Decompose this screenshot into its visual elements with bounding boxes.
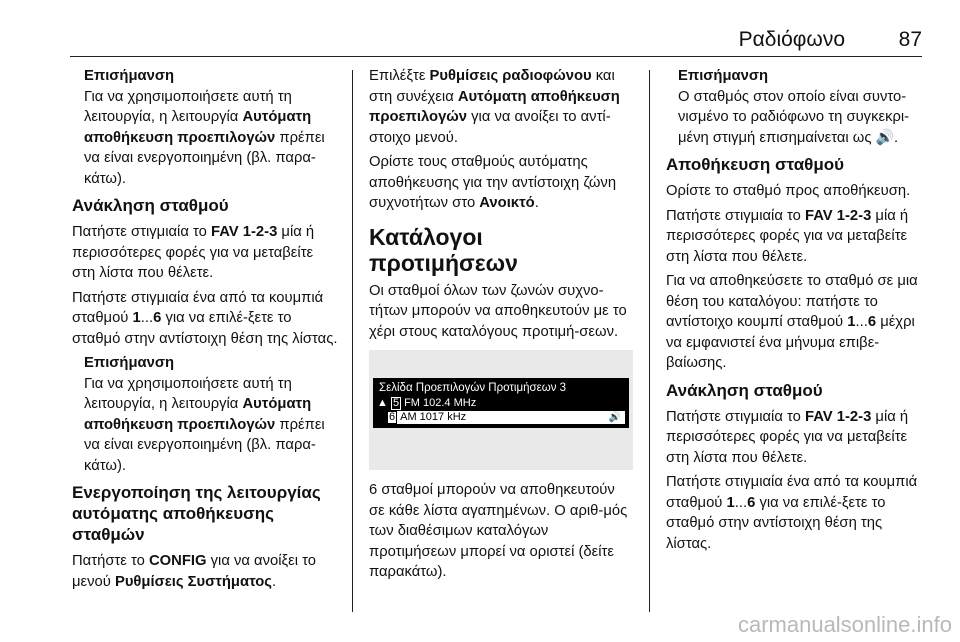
text: ... [855,314,868,330]
text: . [272,573,277,590]
section-title: Ραδιόφωνο [738,28,845,51]
text: Πατήστε το [72,553,149,569]
text: για να επιλέ‐ξετε το σταθμό στην αντίστοιχη θέση της λίστας. [72,310,338,347]
button-term: 1 [847,314,856,330]
heading-recall-station: Ανάκληση σταθμού [72,196,229,215]
button-term: CONFIG [148,553,207,569]
note-title: Επισήμανση [84,355,175,371]
paragraph [666,271,928,374]
menu-term: Ρυθμίσεις ραδιοφώνου [429,68,592,84]
button-term: FAV 1-2-3 [210,224,278,240]
preset-number: 5 [392,397,400,409]
paragraph: Ορίστε το σταθμό προς αποθήκευση. [666,183,911,199]
speaker-icon: 🔊 [875,129,895,146]
header-divider [70,56,922,57]
column-divider [649,70,650,612]
column-2 [369,66,633,587]
button-term: FAV 1-2-3 [804,207,872,224]
paragraph [72,288,340,350]
page-number: 87 [898,28,922,51]
scroll-up-icon: ▲ [377,397,388,409]
preset-station: AM 1017 kHz [400,411,467,423]
heading-favorites: Κατάλογοι προτιμήσεων [369,223,518,276]
text: Πατήστε στιγμιαία το [72,224,211,240]
speaker-icon: 🔊 [608,412,621,423]
text: Πατήστε στιγμιαία ένα από τα κουμπιά σταθμού [72,289,324,326]
heading-store-station: Αποθήκευση σταθμού [666,155,845,174]
preset-number: 6 [389,411,396,423]
note-text [84,87,340,190]
button-term: 6 [867,314,877,330]
text: Για να χρησιμοποιήσετε αυτή τη λειτουργία, η λειτουργία [84,375,292,412]
text: μία ή περισσότερες φορές για να μεταβείτε στη λίστα που θέλετε. [72,224,315,281]
paragraph [72,551,340,592]
paragraph [369,152,633,214]
text: Πατήστε στιγμιαία ένα από τα κουμπιά σταθμού [666,474,918,511]
paragraph [666,472,928,554]
menu-term: Αυτόματη αποθήκευση προεπιλογών [84,396,312,433]
radio-display [373,378,629,428]
text: Ορίστε τους σταθμούς αυτόματης αποθήκευσης για την αντίστοιχη ζώνη συχνοτήτων στο [369,154,617,211]
paragraph: 6 σταθμοί μπορούν να αποθηκευτούν σε κάθε λίστα αγαπημένων. Ο αριθ‐μός των διαθέσιμων καταλόγων προτιμήσεων μπορεί να οριστεί (δείτε παρακάτω). [369,482,628,580]
paragraph: Οι σταθμοί όλων των ζωνών συχνο‐τήτων μπορούν να αποθηκευτούν με το χέρι στους καταλόγους προτιμή‐σεων. [369,282,627,340]
menu-term: Αυτόματη αποθήκευση προεπιλογών [84,109,312,146]
text: Ο σταθμός στον οποίο είναι συντο‐νισμένο το ραδιόφωνο τη συγκεκρι‐μένη στιγμή επισημαίνεται ως [678,88,910,146]
menu-term: Ρυθμίσεις Συστήματος [114,573,272,590]
preset-station: FM 102.4 MHz [404,397,477,409]
button-term: FAV 1-2-3 [804,408,872,425]
text: ... [140,310,154,326]
column-3 [666,66,928,558]
note-text [84,374,340,477]
column-divider [352,70,353,612]
display-title: Σελίδα Προεπιλογών Προτιμήσεων 3 [379,382,567,394]
note-block [72,353,340,476]
paragraph [666,407,928,469]
text: Πατήστε στιγμιαία το [666,207,805,224]
button-term: 1 [726,494,735,511]
menu-term: Ανοικτό [479,195,535,211]
text: μία ή περισσότερες φορές για να μεταβείτε στη λίστα που θέλετε. [666,408,909,466]
text: Για να αποθηκεύσετε το σταθμό σε μια θέση του καταλόγου: πατήστε το αντίστοιχο κουμπί σταθμού [666,273,918,330]
preset-row [377,397,476,410]
text: και στη συνέχεια [369,68,615,105]
page-header [0,0,960,56]
paragraph [72,222,340,284]
watermark: carmanualsonline.info [737,612,952,637]
text: για να επιλέ‐ξετε το σταθμό στην αντίστοιχη θέση της λίστας. [666,494,886,552]
column-1 [72,66,340,596]
heading-recall-station: Ανάκληση σταθμού [666,380,823,400]
text: πρέπει να είναι ενεργοποιημένη (βλ. παρα‐κάτω). [84,129,325,187]
note-text [678,87,928,149]
button-term: 6 [153,310,162,326]
paragraph [666,206,928,268]
text: για να ανοίξει το αντί‐στοιχο μενού. [369,109,611,146]
menu-term: Αυτόματη αποθήκευση προεπιλογών [369,88,620,125]
text: πρέπει να είναι ενεργοποιημένη (βλ. παρα‐κάτω). [84,416,325,474]
text: Για να χρησιμοποιήσετε αυτή τη λειτουργία, η λειτουργία [84,88,292,125]
note-title: Επισήμανση [84,68,175,84]
heading-activate-autostore: Ενεργοποίηση της λειτουργίας αυτόματης αποθήκευσης σταθμών [72,483,321,544]
text: . [894,129,899,146]
note-block [72,66,340,189]
text: μία ή περισσότερες φορές για να μεταβείτε στη λίστα που θέλετε. [666,207,909,265]
text: ... [734,494,748,511]
note-block [666,66,928,148]
button-term: 1 [132,310,141,326]
display-illustration [369,350,633,470]
text: για να ανοίξει το μενού [72,553,317,590]
button-term: 6 [747,494,756,511]
text: μέχρι να εμφανιστεί ένα μήνυμα επιβε‐βαίωσης. [666,314,915,371]
text: Πατήστε στιγμιαία το [666,408,805,425]
text: . [534,195,539,211]
paragraph [369,66,633,148]
preset-row-selected [387,411,625,424]
text: Επιλέξτε [369,68,430,84]
note-title: Επισήμανση [678,68,769,84]
